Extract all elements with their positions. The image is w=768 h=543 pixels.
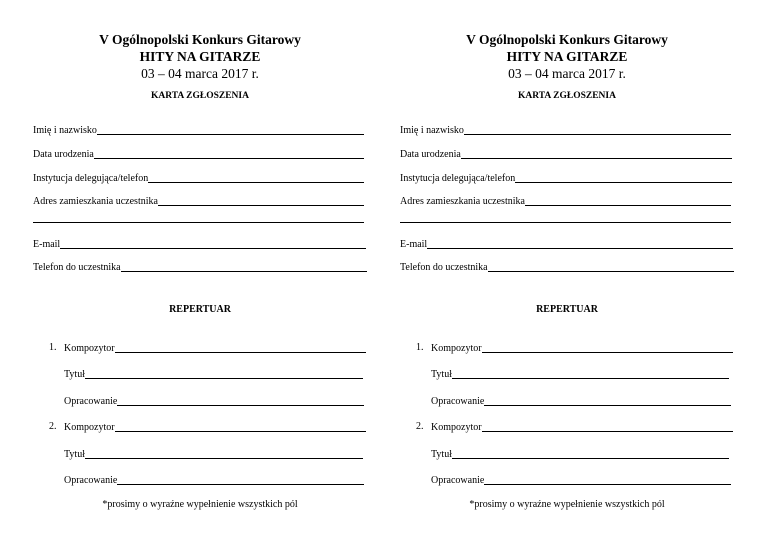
entry-form-left xyxy=(33,0,367,543)
title-line[interactable] xyxy=(85,448,363,459)
name-field[interactable] xyxy=(33,124,364,136)
address-line-2[interactable] xyxy=(33,222,364,223)
email-label: E-mail xyxy=(33,239,61,250)
name-field[interactable] xyxy=(400,124,731,136)
competition-title: V Ogólnopolski Konkurs Gitarowy xyxy=(99,32,301,47)
arrangement-line[interactable] xyxy=(117,395,364,406)
piece-1-arrangement-field[interactable] xyxy=(431,395,731,407)
arrangement-label: Opracowanie xyxy=(64,475,118,486)
arrangement-label: Opracowanie xyxy=(64,396,118,407)
title-line[interactable] xyxy=(85,368,363,379)
birth-date-label: Data urodzenia xyxy=(33,149,94,160)
email-field[interactable] xyxy=(33,238,366,250)
fill-note: *prosimy o wyraźne wypełnienie wszystkich pól xyxy=(102,499,298,510)
address-label: Adres zamieszkania uczestnika xyxy=(33,196,158,207)
title-label: Tytuł xyxy=(64,369,85,380)
email-label: E-mail xyxy=(400,239,428,250)
piece-1-number: 1. xyxy=(49,342,57,353)
composer-label: Kompozytor xyxy=(64,422,115,433)
competition-subtitle: HITY NA GITARZE xyxy=(139,49,261,64)
piece-2-number: 2. xyxy=(416,421,424,432)
birth-date-line[interactable] xyxy=(461,148,732,159)
institution-label: Instytucja delegująca/telefon xyxy=(33,173,149,184)
composer-line[interactable] xyxy=(115,342,366,353)
form-title: KARTA ZGŁOSZENIA xyxy=(518,91,616,101)
title-line[interactable] xyxy=(452,448,729,459)
address-line[interactable] xyxy=(525,195,731,206)
name-label: Imię i nazwisko xyxy=(33,125,97,136)
piece-2-composer-field[interactable] xyxy=(431,421,733,433)
arrangement-label: Opracowanie xyxy=(431,475,485,486)
piece-2-number: 2. xyxy=(49,421,57,432)
address-field[interactable] xyxy=(33,195,364,207)
composer-label: Kompozytor xyxy=(64,343,115,354)
birth-date-line[interactable] xyxy=(94,148,364,159)
birth-date-field[interactable] xyxy=(400,148,732,160)
title-label: Tytuł xyxy=(431,369,452,380)
address-label: Adres zamieszkania uczestnika xyxy=(400,196,525,207)
phone-field[interactable] xyxy=(33,261,367,273)
title-label: Tytuł xyxy=(431,449,452,460)
phone-field[interactable] xyxy=(400,261,734,273)
piece-2-arrangement-field[interactable] xyxy=(431,474,731,486)
phone-label: Telefon do uczestnika xyxy=(33,262,121,273)
phone-line[interactable] xyxy=(488,261,734,272)
piece-1-arrangement-field[interactable] xyxy=(64,395,364,407)
piece-1-composer-field[interactable] xyxy=(431,342,733,354)
repertoire-heading: REPERTUAR xyxy=(169,304,231,315)
arrangement-line[interactable] xyxy=(484,395,731,406)
piece-2-title-field[interactable] xyxy=(64,448,363,460)
competition-subtitle: HITY NA GITARZE xyxy=(506,49,628,64)
institution-line[interactable] xyxy=(515,172,732,183)
arrangement-line[interactable] xyxy=(117,474,364,485)
composer-line[interactable] xyxy=(482,342,733,353)
piece-1-composer-field[interactable] xyxy=(64,342,366,354)
address-line-2[interactable] xyxy=(400,222,731,223)
composer-line[interactable] xyxy=(115,421,366,432)
competition-dates: 03 – 04 marca 2017 r. xyxy=(141,66,259,81)
composer-label: Kompozytor xyxy=(431,422,482,433)
composer-label: Kompozytor xyxy=(431,343,482,354)
name-label: Imię i nazwisko xyxy=(400,125,464,136)
institution-field[interactable] xyxy=(33,172,364,184)
piece-2-arrangement-field[interactable] xyxy=(64,474,364,486)
title-label: Tytuł xyxy=(64,449,85,460)
birth-date-field[interactable] xyxy=(33,148,364,160)
title-line[interactable] xyxy=(452,368,729,379)
piece-1-number: 1. xyxy=(416,342,424,353)
piece-1-title-field[interactable] xyxy=(64,368,363,380)
institution-line[interactable] xyxy=(148,172,364,183)
address-line[interactable] xyxy=(158,195,364,206)
competition-dates: 03 – 04 marca 2017 r. xyxy=(508,66,626,81)
birth-date-label: Data urodzenia xyxy=(400,149,461,160)
piece-2-title-field[interactable] xyxy=(431,448,729,460)
institution-label: Instytucja delegująca/telefon xyxy=(400,173,516,184)
entry-form-right xyxy=(400,0,734,543)
email-line[interactable] xyxy=(60,238,366,249)
name-line[interactable] xyxy=(97,124,364,135)
email-field[interactable] xyxy=(400,238,733,250)
piece-2-composer-field[interactable] xyxy=(64,421,366,433)
phone-line[interactable] xyxy=(121,261,367,272)
institution-field[interactable] xyxy=(400,172,732,184)
competition-title: V Ogólnopolski Konkurs Gitarowy xyxy=(466,32,668,47)
repertoire-heading: REPERTUAR xyxy=(536,304,598,315)
arrangement-label: Opracowanie xyxy=(431,396,485,407)
fill-note: *prosimy o wyraźne wypełnienie wszystkich pól xyxy=(469,499,665,510)
form-title: KARTA ZGŁOSZENIA xyxy=(151,91,249,101)
piece-1-title-field[interactable] xyxy=(431,368,729,380)
phone-label: Telefon do uczestnika xyxy=(400,262,488,273)
composer-line[interactable] xyxy=(482,421,733,432)
name-line[interactable] xyxy=(464,124,731,135)
address-field[interactable] xyxy=(400,195,731,207)
email-line[interactable] xyxy=(427,238,733,249)
arrangement-line[interactable] xyxy=(484,474,731,485)
